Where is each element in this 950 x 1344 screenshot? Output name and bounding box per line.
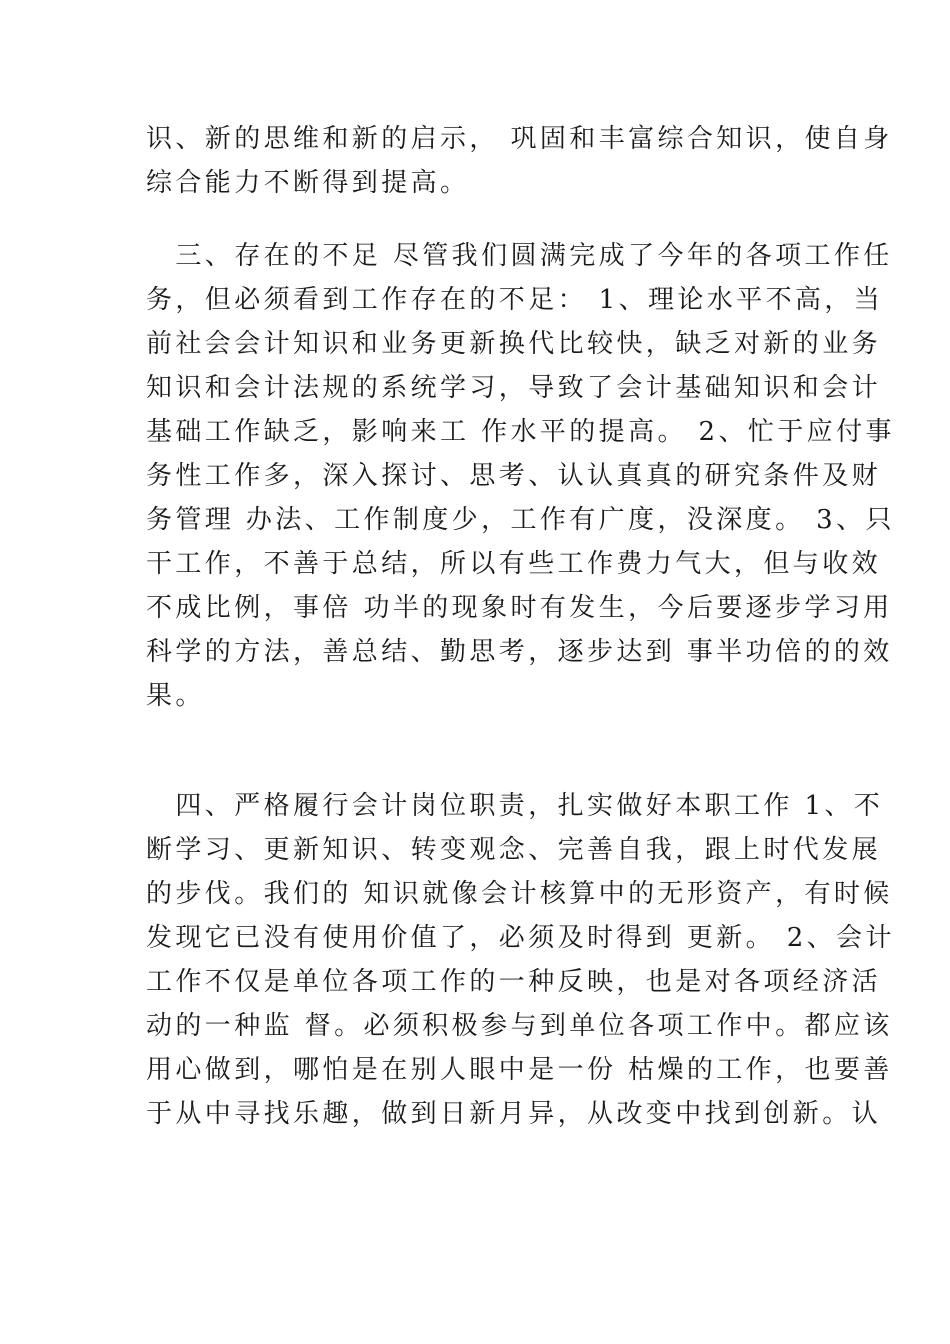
text-line: 用心做到，哪怕是在别人眼中是一份 枯燥的工作，也要善 [146,1055,893,1085]
text-line: 果。 [146,681,205,711]
text-line: 综合能力不断得到提高。 [146,168,470,198]
paragraph-duties [146,784,895,1136]
text-line: 四、严格履行会计岗位职责，扎实做好本职工作 1、不 [146,791,884,821]
text-line: 务管理 办法、工作制度少，工作有广度，没深度。 3、只 [146,505,895,535]
text-line: 断学习、更新知识、转变观念、完善自我，跟上时代发展 [146,835,882,865]
text-line: 前社会会计知识和业务更新换代比较快，缺乏对新的业务 [146,329,882,359]
text-line: 干工作，不善于总结，所以有些工作费力气大，但与收效 [146,549,882,579]
text-line: 务性工作多，深入探讨、思考、认认真真的研究条件及财 [146,461,882,491]
paragraph-shortcomings [146,234,895,718]
paragraph-continuation [146,117,893,205]
text-line: 发现它已没有使用价值了，必须及时得到 更新。 2、会计 [146,923,895,953]
text-line: 于从中寻找乐趣，做到日新月异，从改变中找到创新。认 [146,1099,882,1129]
text-line: 科学的方法，善总结、勤思考，逐步达到 事半功倍的的效 [146,637,893,667]
text-line: 三、存在的不足 尽管我们圆满完成了今年的各项工作任 [146,241,893,271]
text-line: 不成比例，事倍 功半的现象时有发生，今后要逐步学习用 [146,593,893,623]
text-line: 务，但必须看到工作存在的不足： 1、理论水平不高，当 [146,285,884,315]
text-line: 动的一种监 督。必须积极参与到单位各项工作中。都应该 [146,1011,893,1041]
text-line: 的步伐。我们的 知识就像会计核算中的无形资产，有时候 [146,879,893,909]
text-line: 工作不仅是单位各项工作的一种反映，也是对各项经济活 [146,967,882,997]
text-line: 基础工作缺乏，影响来工 作水平的提高。 2、忙于应付事 [146,417,895,447]
text-line: 知识和会计法规的系统学习，导致了会计基础知识和会计 [146,373,882,403]
text-line: 识、新的思维和新的启示， 巩固和丰富综合知识，使自身 [146,124,893,154]
